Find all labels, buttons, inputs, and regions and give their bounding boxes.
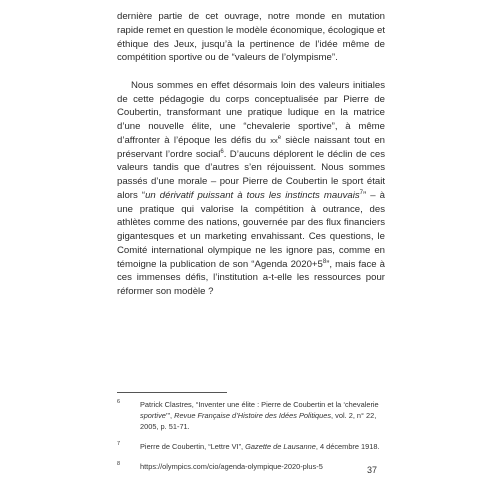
footnote-7-newspaper: Gazette de Lausanne — [245, 442, 316, 451]
footnote-divider — [117, 392, 227, 393]
century-suffix: e — [277, 134, 282, 141]
footnote-6-journal: Revue Française d’Histoire des Idées Politiques — [174, 411, 332, 420]
footnote-6-post: , vol. 2, n° 22, 2005, p. 51-71. — [140, 411, 377, 431]
footnote-number: 7 — [117, 441, 121, 447]
footnote-6-italic1: sportive — [140, 411, 166, 420]
footnote-7-post: , 4 décembre 1918. — [315, 442, 380, 451]
page-number: 37 — [367, 465, 378, 475]
paragraph-2-seg2: siècle naissant tout en préservant l’ordre social — [117, 134, 385, 160]
paragraph-1: dernière partie de cet ouvrage, notre monde en mutation rapide remet en question le modèle économique, écologique et éthique des Jeux, jusqu’à la pertinence de l’idée même de compétition sportive ou de “valeurs de l’olympisme”. — [117, 11, 385, 64]
footnote-8 — [117, 461, 385, 472]
paragraph-2-seg3: . D’aucuns déplorent le déclin de ces valeurs tandis que d’autres s’en réjouissent. Nous sommes passés d’une morale – pour Pierre de Coubertin le sport était alors “ — [117, 148, 385, 201]
paragraph-2 — [117, 79, 385, 299]
footnote-number: 6 — [117, 399, 121, 405]
footnote-ref-6[interactable]: 6 — [220, 148, 224, 155]
main-text — [117, 10, 385, 299]
century-numeral: xx — [270, 135, 278, 145]
paragraph-2-seg4: ” – à une pratique qui valorise la compétition à outrance, des athlètes comme des nations, gouvernée par des flux financiers gigantesques et un marketing envahissant. Ces questions, le Comité international olympique ne les ignore pas, comme en témoigne la publication de son “Agenda 2020+5 — [117, 189, 385, 270]
coubertin-quote: un dérivatif puissant à tous les instincts mauvais — [145, 189, 360, 201]
paragraph-2-seg5: ”, mais face à ces immenses défis, l’institution a-t-elle les ressources pour réformer son modèle ? — [117, 258, 385, 297]
footnotes — [117, 399, 385, 481]
footnote-6-mid: ’”, — [165, 411, 175, 420]
footnote-6 — [117, 399, 385, 432]
paragraph-2-seg1: Nous sommes en effet désormais loin des valeurs initiales de cette pédagogie du corps conceptualisée par Pierre de Coubertin, transformant une pratique ludique en la matrice d’une nouvelle élite, une “chevalerie sportive”, à même d’affronter à l’époque les défis du — [117, 79, 385, 146]
footnote-number: 8 — [117, 461, 121, 467]
footnote-7 — [117, 441, 385, 452]
footnote-7-pre: Pierre de Coubertin, “Lettre VI”, — [140, 442, 246, 451]
footnote-8-url[interactable]: https://olympics.com/cio/agenda-olympique-2020-plus-5 — [140, 462, 323, 471]
footnote-6-pre: Patrick Clastres, “Inventer une élite : Pierre de Coubertin et la ‘chevalerie — [140, 400, 379, 409]
footnote-ref-8[interactable]: 8 — [322, 258, 327, 265]
footnote-ref-7[interactable]: 7 — [359, 189, 363, 196]
